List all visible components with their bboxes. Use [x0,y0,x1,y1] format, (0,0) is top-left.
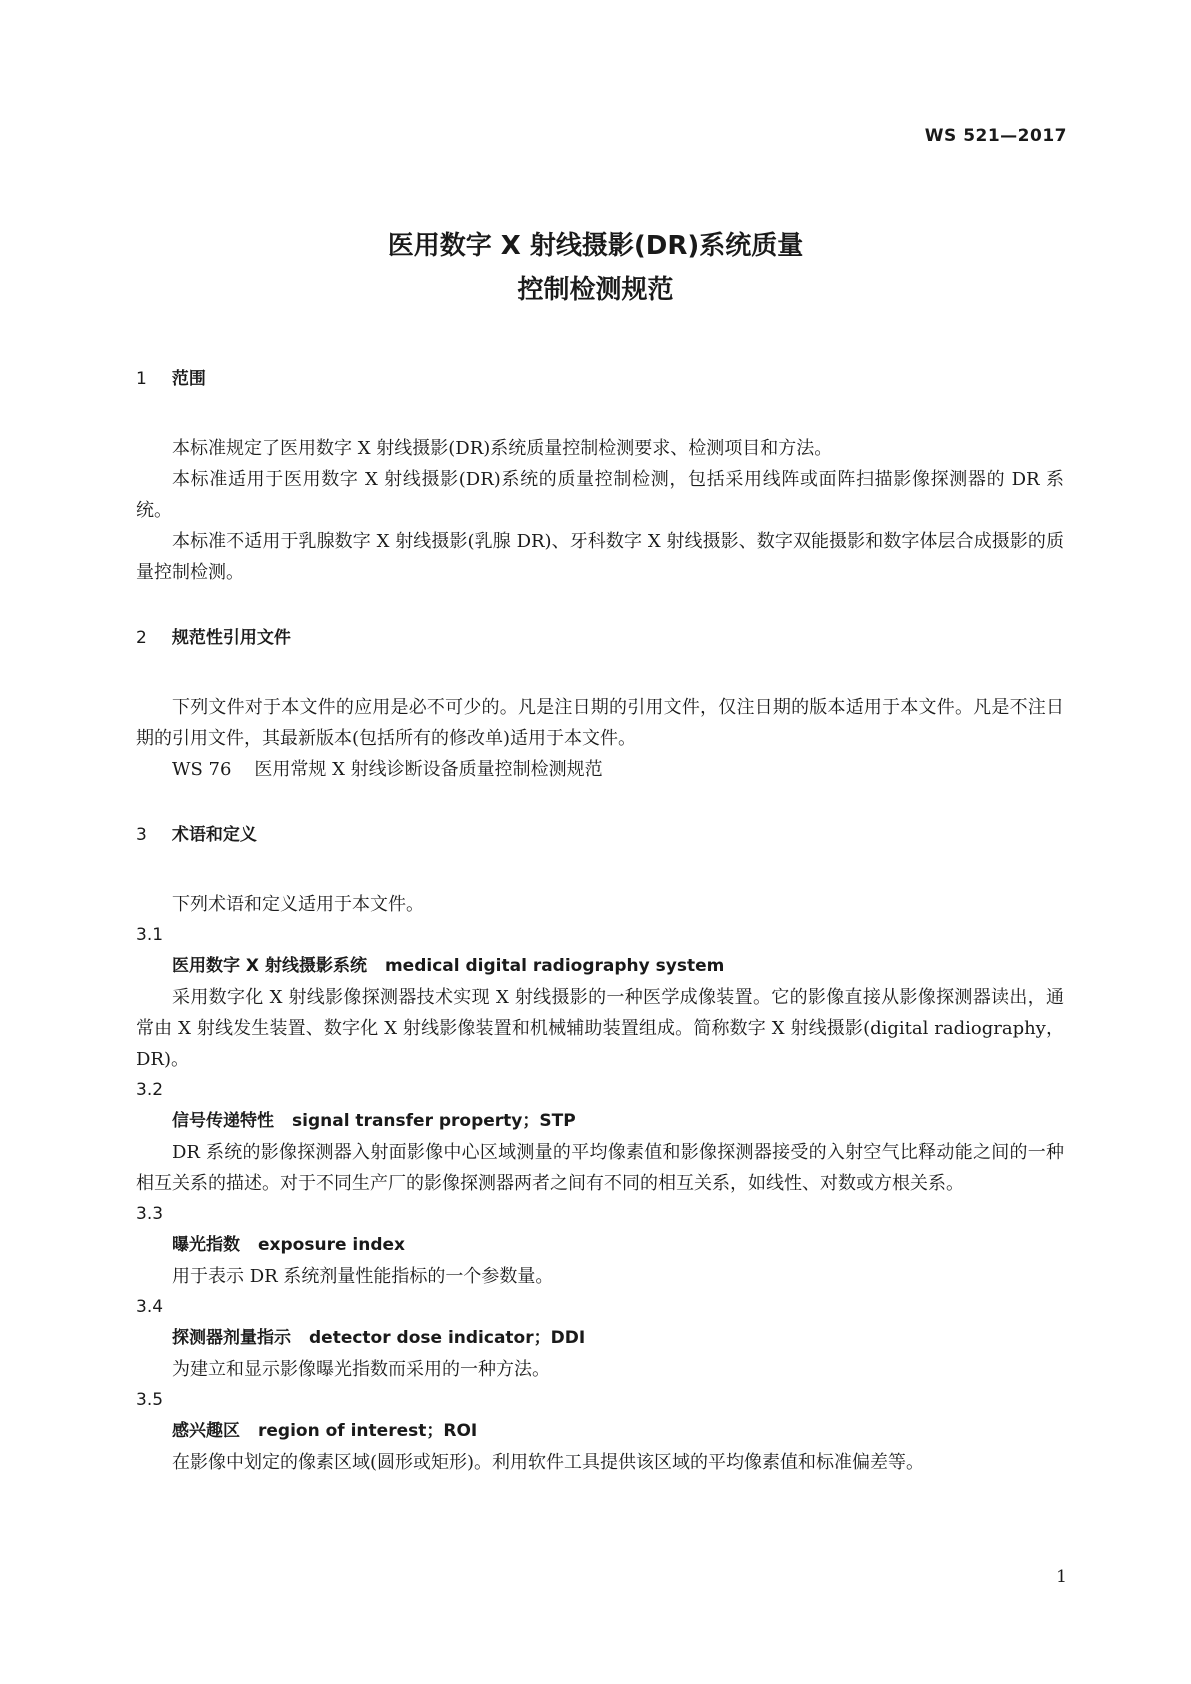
paragraph: 下列术语和定义适用于本文件。 [172,894,424,915]
term-en: detector dose indicator；DDI [309,1328,586,1348]
section-heading [136,821,1064,849]
paragraph: 本标准适用于医用数字 X 射线摄影(DR)系统的质量控制检测，包括采用线阵或面阵扫描影像探测器的 DR 系统。 [136,469,1064,521]
paragraph: 本标准不适用于乳腺数字 X 射线摄影(乳腺 DR)、牙科数字 X 射线摄影、数字双能摄影和数字体层合成摄影的质量控制检测。 [136,531,1064,583]
term-heading [136,1416,1064,1447]
term-en: exposure index [258,1235,405,1255]
term-zh: 感兴趣区 [172,1421,240,1441]
term-definition: 在影像中划定的像素区域(圆形或矩形)。利用软件工具提供该区域的平均像素值和标准偏差等。 [172,1452,925,1473]
term-number: 3.4 [136,1297,164,1317]
term-zh: 探测器剂量指示 [172,1328,291,1348]
page-number: 1 [1056,1567,1067,1587]
term-heading [136,1106,1064,1137]
term-en: medical digital radiography system [384,956,725,976]
term-en: region of interest；ROI [258,1421,478,1441]
section-title: 范围 [171,369,206,389]
term-number: 3.3 [136,1204,164,1224]
term-definition: DR 系统的影像探测器入射面影像中心区域测量的平均像素值和影像探测器接受的入射空气比释动能之间的一种相互关系的描述。对于不同生产厂的影像探测器两者之间有不同的相互关系，如线性、对数或方根关系。 [136,1142,1064,1194]
section-number: 3 [136,825,147,845]
term-number: 3.2 [136,1080,164,1100]
term-heading [136,1323,1064,1354]
title-line-2: 控制检测规范 [517,275,674,305]
paragraph: 下列文件对于本文件的应用是必不可少的。凡是注日期的引用文件，仅注日期的版本适用于本文件。凡是不注日期的引用文件，其最新版本(包括所有的修改单)适用于本文件。 [136,697,1064,749]
section-heading [136,365,1064,393]
normative-reference [136,754,1064,785]
term-heading [136,951,1064,982]
term-zh: 信号传递特性 [172,1111,274,1131]
term-zh: 医用数字 X 射线摄影系统 [172,956,367,976]
section-number: 2 [136,628,147,648]
term-zh: 曝光指数 [172,1235,240,1255]
term-definition: 为建立和显示影像曝光指数而采用的一种方法。 [172,1359,550,1380]
section-title: 规范性引用文件 [171,628,291,648]
section-title: 术语和定义 [171,825,257,845]
section-heading [136,624,1064,652]
term-number: 3.5 [136,1390,164,1410]
section-number: 1 [136,369,147,389]
document-title [0,224,1191,312]
reference-title: 医用常规 X 射线诊断设备质量控制检测规范 [254,759,603,780]
paragraph: 本标准规定了医用数字 X 射线摄影(DR)系统质量控制检测要求、检测项目和方法。 [172,438,833,459]
term-definition: 采用数字化 X 射线影像探测器技术实现 X 射线摄影的一种医学成像装置。它的影像直接从影像探测器读出，通常由 X 射线发生装置、数字化 X 射线影像装置和机械辅助装置组成。简称数字 X 射线摄影(digital radiography，DR)。 [136,987,1064,1070]
term-number: 3.1 [136,925,164,945]
term-definition: 用于表示 DR 系统剂量性能指标的一个参数量。 [172,1266,554,1287]
reference-code: WS 76 [172,759,232,780]
document-body [136,365,1064,1478]
term-en: signal transfer property；STP [292,1111,576,1131]
title-line-1: 医用数字 X 射线摄影(DR)系统质量 [387,231,804,261]
term-heading [136,1230,1064,1261]
standard-code: WS 521—2017 [924,126,1067,146]
